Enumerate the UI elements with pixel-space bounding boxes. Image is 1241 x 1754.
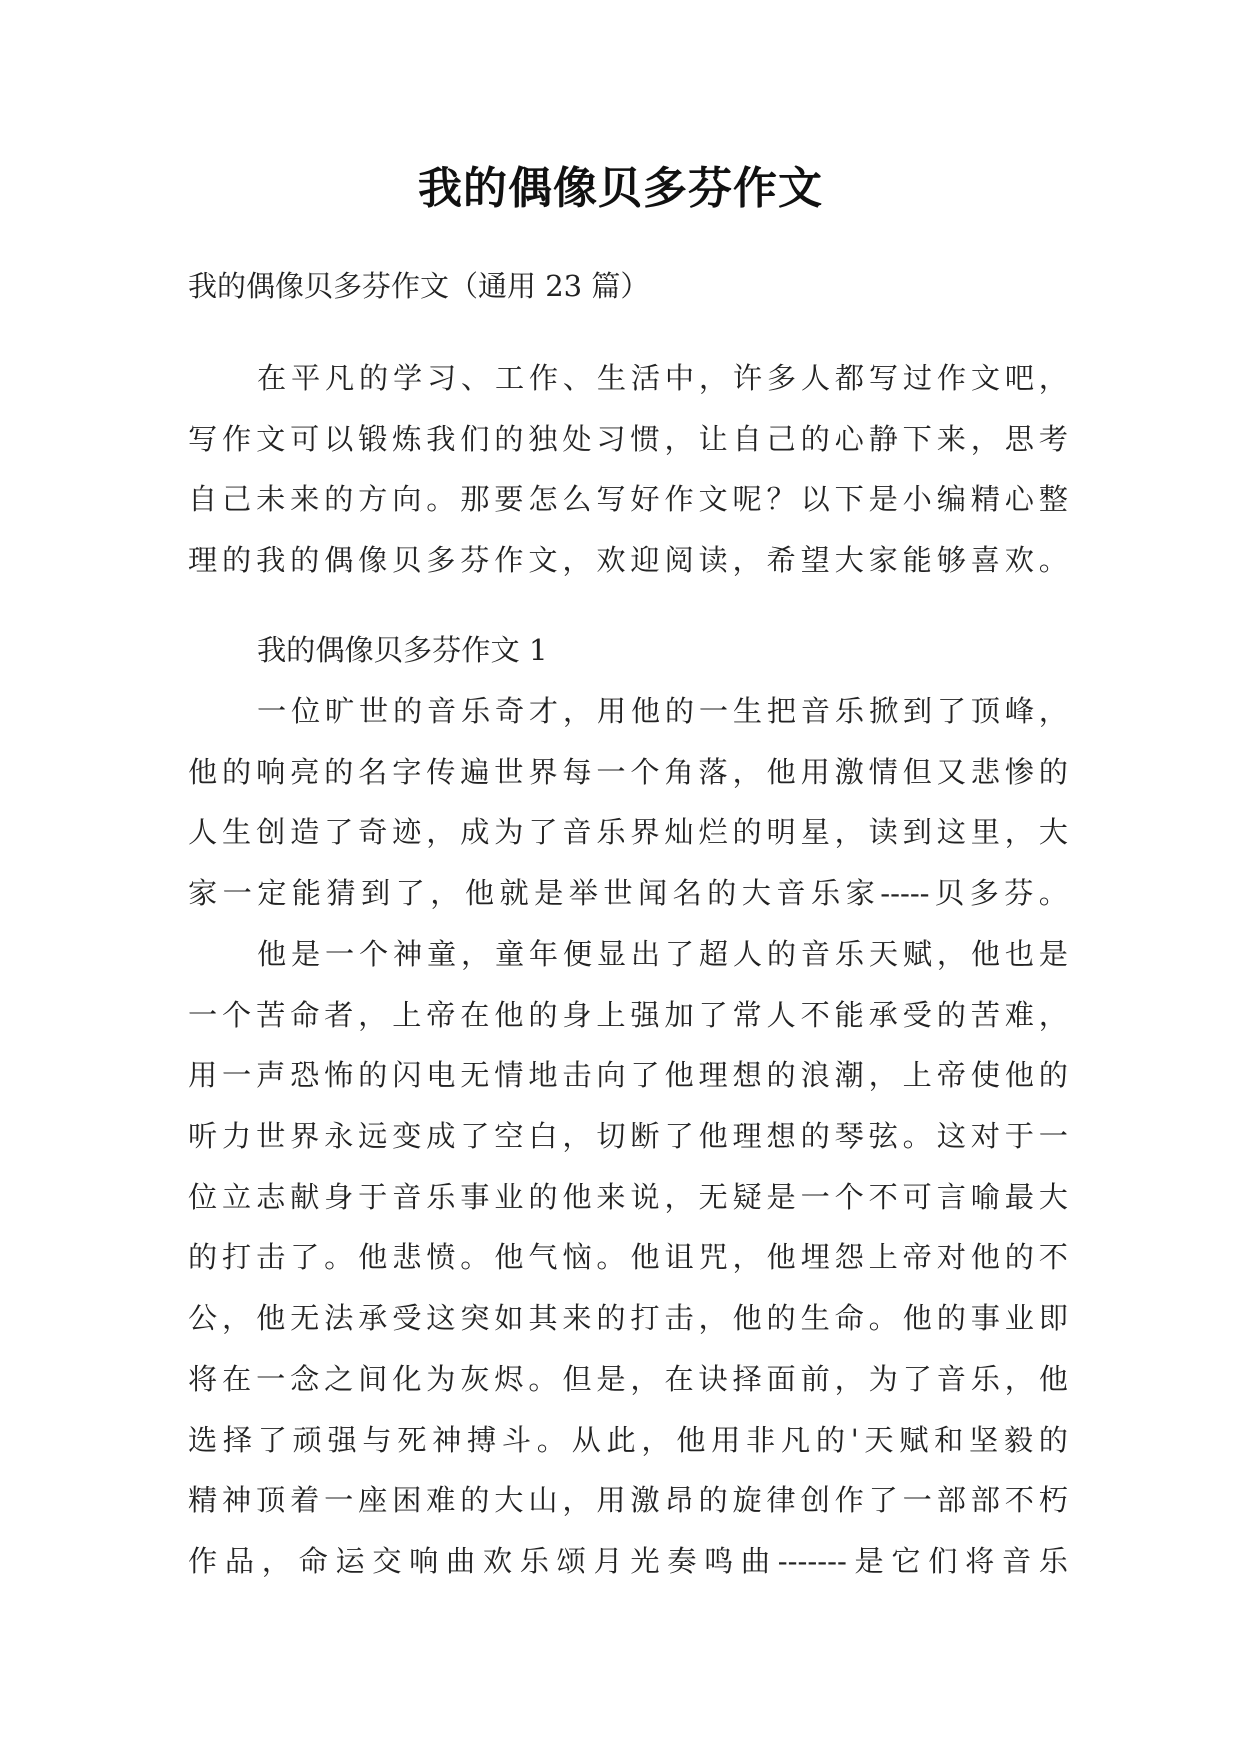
paragraph-line: 一位旷世的音乐奇才，用他的一生把音乐掀到了顶峰， [257, 694, 1068, 728]
paragraph-line: 作品，命运交响曲欢乐颂月光奏鸣曲-------是它们将音乐 [188, 1543, 1068, 1578]
intro-paragraph [188, 356, 1068, 599]
paragraph-line: 人生创造了奇迹，成为了音乐界灿烂的明星，读到这里，大 [188, 815, 1068, 850]
document-title: 我的偶像贝多芬作文 [418, 163, 823, 214]
paragraph-line: 他的响亮的名字传遍世界每一个角落，他用激情但又悲惨的 [188, 754, 1068, 789]
body-paragraph-1 [188, 689, 1068, 932]
intro-line: 在平凡的学习、工作、生活中，许多人都写过作文吧， [257, 361, 1068, 395]
paragraph-line: 公，他无法承受这突如其来的打击，他的生命。他的事业即 [188, 1301, 1068, 1336]
body-paragraph-2 [188, 932, 1068, 1600]
paragraph-line: 家一定能猜到了，他就是举世闻名的大音乐家-----贝多芬。 [188, 876, 1068, 911]
paragraph-line: 的打击了。他悲愤。他气恼。他诅咒，他埋怨上帝对他的不 [188, 1240, 1068, 1275]
paragraph-line: 听力世界永远变成了空白，切断了他理想的琴弦。这对于一 [188, 1119, 1068, 1154]
paragraph-line: 一个苦命者，上帝在他的身上强加了常人不能承受的苦难， [188, 997, 1068, 1032]
paragraph-line: 选择了顽强与死神搏斗。从此，他用非凡的'天赋和坚毅的 [188, 1422, 1068, 1457]
paragraph-line: 他是一个神童，童年便显出了超人的音乐天赋，他也是 [257, 937, 1068, 971]
paragraph-line: 位立志献身于音乐事业的他来说，无疑是一个不可言喻最大 [188, 1179, 1068, 1214]
paragraph-line: 用一声恐怖的闪电无情地击向了他理想的浪潮，上帝使他的 [188, 1058, 1068, 1093]
paragraph-line: 将在一念之间化为灰烬。但是，在诀择面前，为了音乐，他 [188, 1361, 1068, 1396]
paragraph-line: 精神顶着一座困难的大山，用激昂的旋律创作了一部部不朽 [188, 1483, 1068, 1518]
section-heading [188, 628, 1068, 689]
section-heading-text: 我的偶像贝多芬作文 1 [257, 633, 548, 667]
intro-line: 自己未来的方向。那要怎么写好作文呢？以下是小编精心整 [188, 482, 1068, 517]
intro-line: 写作文可以锻炼我们的独处习惯，让自己的心静下来，思考 [188, 421, 1068, 456]
document-subtitle: 我的偶像贝多芬作文（通用 23 篇） [188, 269, 650, 303]
intro-line: 理的我的偶像贝多芬作文，欢迎阅读，希望大家能够喜欢。 [188, 543, 1068, 578]
